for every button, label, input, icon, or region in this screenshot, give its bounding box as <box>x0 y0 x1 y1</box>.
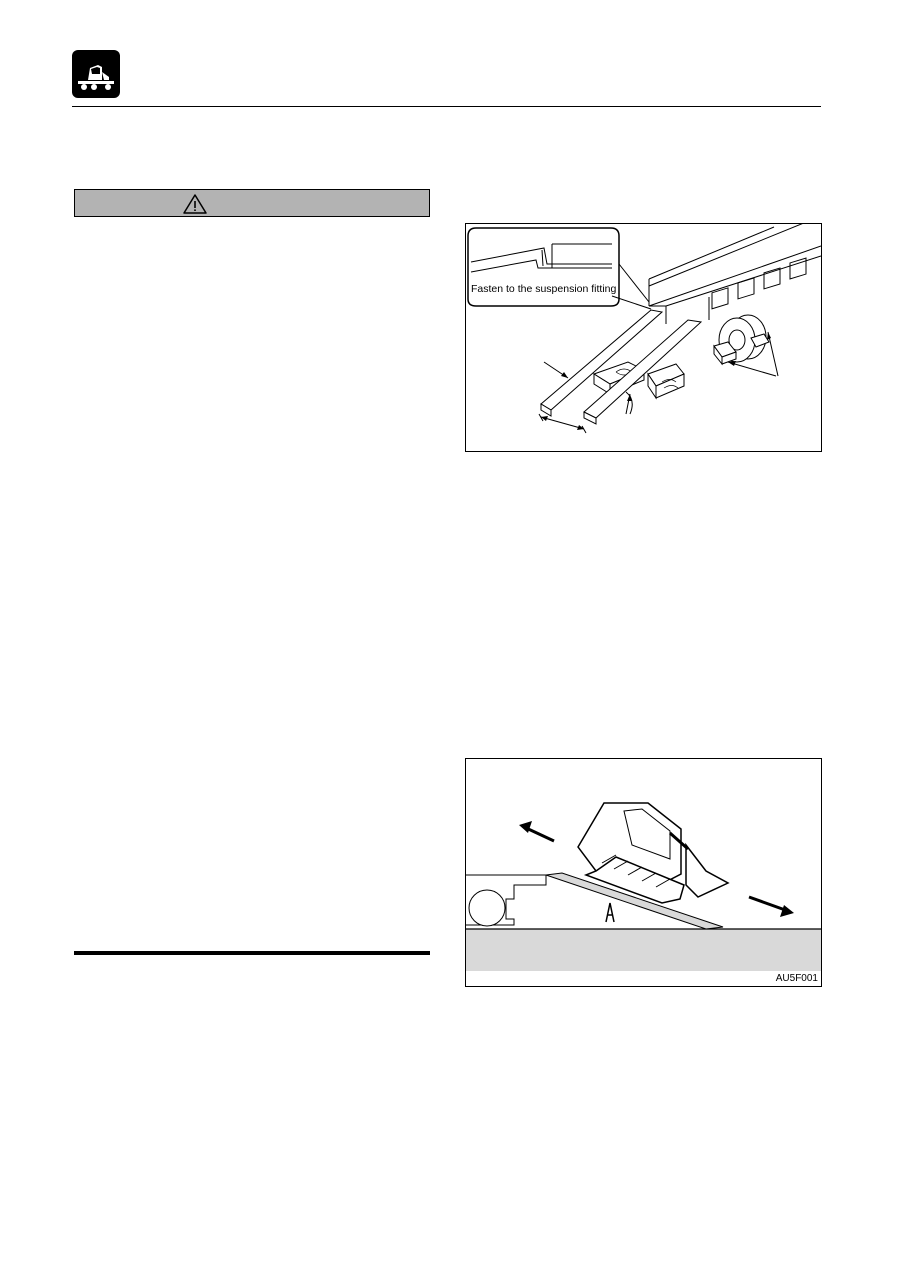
figure-ramp-climb <box>465 758 822 987</box>
callout-suspension-fitting: Fasten to the suspension fitting <box>471 283 617 295</box>
figure-loading-ramps <box>465 223 822 452</box>
ramp-climb-illustration <box>466 759 821 986</box>
header-divider <box>72 106 821 107</box>
warning-triangle-icon <box>182 193 208 215</box>
section-divider <box>74 951 430 955</box>
ramp-illustration <box>466 224 821 451</box>
figure-code: AU5F001 <box>775 973 818 984</box>
warning-banner <box>74 189 430 217</box>
loader-trailer-icon <box>72 50 120 98</box>
